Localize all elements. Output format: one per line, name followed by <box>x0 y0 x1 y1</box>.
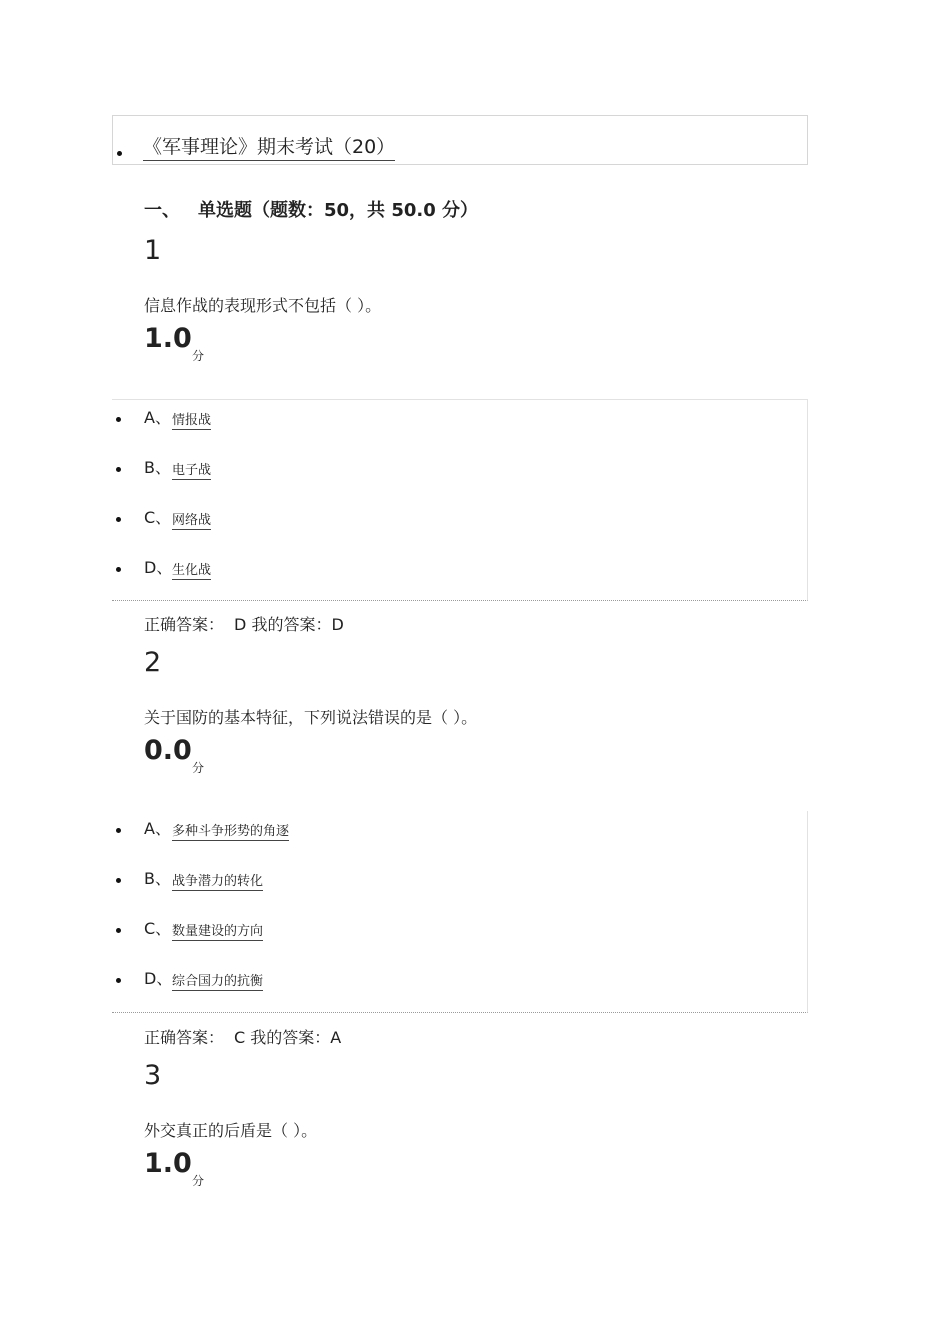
exam-title-box <box>112 115 808 165</box>
section-number: 一、 <box>144 200 180 221</box>
my-answer-label: 我的答案： <box>250 1028 331 1047</box>
options-list <box>112 811 808 1013</box>
option-letter: C、 <box>144 508 172 527</box>
question-text: 关于国防的基本特征，下列说法错误的是（ ）。 <box>144 708 478 727</box>
score-unit: 分 <box>192 761 205 775</box>
option-text[interactable]: 数量建设的方向 <box>172 924 264 939</box>
bullet-icon <box>116 517 121 522</box>
my-answer-value: D <box>331 615 344 634</box>
correct-answer-label: 正确答案： <box>144 615 225 634</box>
option-text[interactable]: 多种斗争形势的角逐 <box>172 824 290 839</box>
option-letter: A、 <box>144 819 171 838</box>
bullet-icon <box>116 878 121 883</box>
question-text: 外交真正的后盾是（ ）。 <box>144 1121 318 1140</box>
option-d[interactable] <box>112 969 802 991</box>
answer-line <box>144 614 344 636</box>
bullet-icon <box>116 928 121 933</box>
option-letter: A、 <box>144 408 171 427</box>
option-letter: C、 <box>144 919 172 938</box>
option-text[interactable]: 综合国力的抗衡 <box>172 974 264 989</box>
question-score: 1.0 <box>144 1148 192 1179</box>
bullet-icon <box>117 151 122 156</box>
bullet-icon <box>116 978 121 983</box>
option-a[interactable] <box>112 819 802 841</box>
option-b[interactable] <box>112 869 802 891</box>
question-number: 2 <box>144 647 162 678</box>
option-letter: D、 <box>144 558 173 577</box>
question-score: 0.0 <box>144 735 192 766</box>
option-c[interactable] <box>112 508 802 530</box>
question-number: 3 <box>144 1060 162 1091</box>
option-c[interactable] <box>112 919 802 941</box>
option-text[interactable]: 情报战 <box>172 413 212 428</box>
answer-line <box>144 1027 341 1049</box>
score-unit: 分 <box>192 349 205 363</box>
correct-answer-label: 正确答案： <box>144 1028 225 1047</box>
option-letter: B、 <box>144 869 171 888</box>
option-d[interactable] <box>112 558 802 580</box>
exam-title-link[interactable]: 《军事理论》期末考试（20） <box>143 135 395 161</box>
correct-answer-value: C <box>234 1028 246 1047</box>
bullet-icon <box>116 828 121 833</box>
bullet-icon <box>116 417 121 422</box>
section-heading <box>144 199 478 223</box>
my-answer-label: 我的答案： <box>251 615 332 634</box>
option-text[interactable]: 网络战 <box>172 513 212 528</box>
my-answer-value: A <box>330 1028 342 1047</box>
question-text: 信息作战的表现形式不包括（ ）。 <box>144 296 382 315</box>
option-letter: B、 <box>144 458 171 477</box>
option-b[interactable] <box>112 458 802 480</box>
option-a[interactable] <box>112 408 802 430</box>
option-text[interactable]: 战争潜力的转化 <box>172 874 264 889</box>
bullet-icon <box>116 467 121 472</box>
option-text[interactable]: 生化战 <box>172 563 212 578</box>
question-number: 1 <box>144 235 162 266</box>
question-score: 1.0 <box>144 323 192 354</box>
bullet-icon <box>116 567 121 572</box>
options-list <box>112 399 808 601</box>
score-unit: 分 <box>192 1174 205 1188</box>
section-title: 单选题（题数：50，共 50.0 分） <box>198 200 478 221</box>
option-letter: D、 <box>144 969 173 988</box>
correct-answer-value: D <box>234 615 247 634</box>
option-text[interactable]: 电子战 <box>172 463 212 478</box>
